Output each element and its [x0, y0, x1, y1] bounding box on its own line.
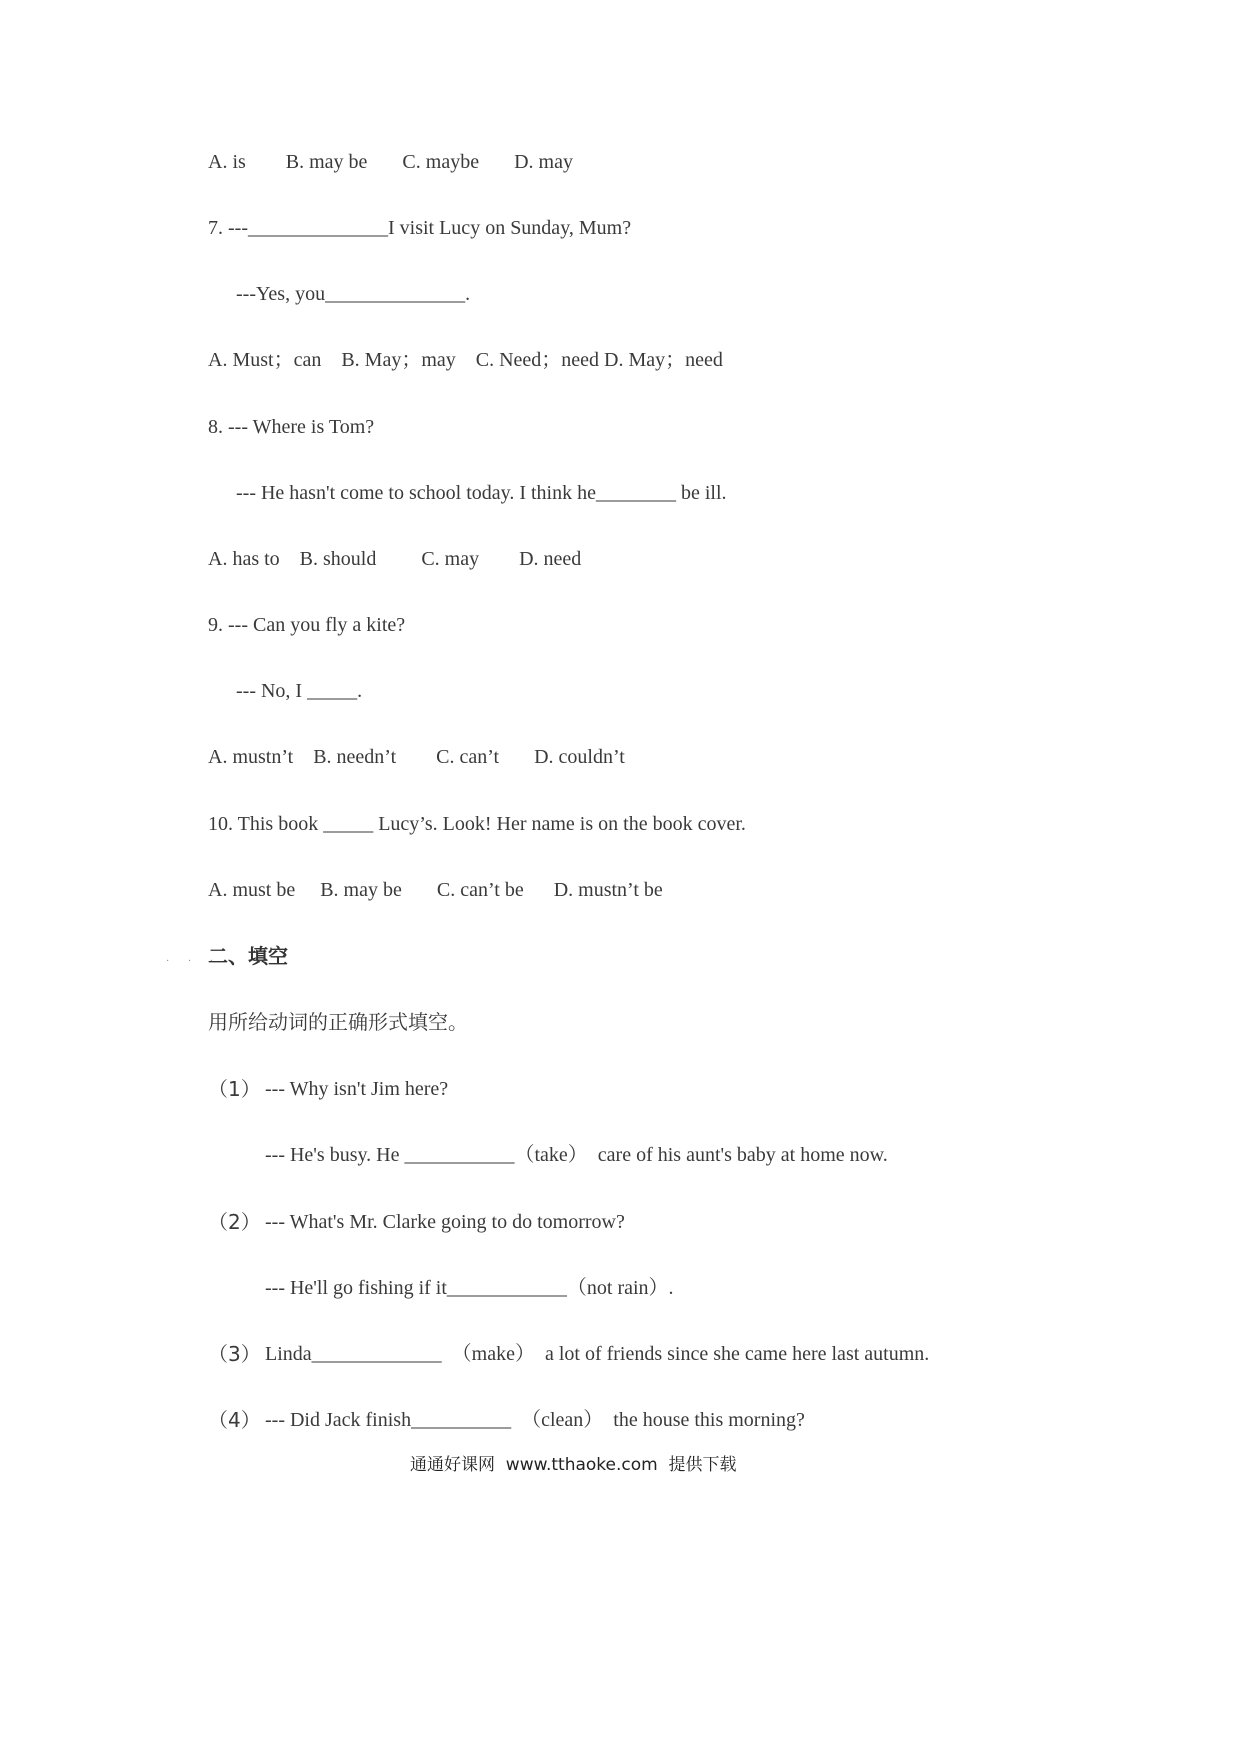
item-1-line1: --- Why isn't Jim here? — [265, 1078, 449, 1100]
q7-prompt: 7. ---______________I visit Lucy on Sunday, Mum? — [208, 217, 632, 239]
item-4-number: （4） — [208, 1408, 261, 1432]
item-3-number: （3） — [208, 1342, 261, 1366]
item-2-line2: --- He'll go fishing if it____________（not rain）. — [265, 1277, 674, 1299]
q7-reply: ---Yes, you______________. — [236, 283, 471, 305]
q9-options: A. mustn’t B. needn’t C. can’t D. couldn’t — [208, 746, 625, 768]
item-2-line1: --- What's Mr. Clarke going to do tomorrow? — [265, 1211, 625, 1233]
item-4-line1: --- Did Jack finish__________ （clean） the house this morning? — [265, 1409, 805, 1431]
q9-prompt: 9. --- Can you fly a kite? — [208, 614, 406, 636]
q7-options: A. Must；can B. May；may C. Need；need D. May；need — [208, 349, 723, 371]
q10-options: A. must be B. may be C. can’t be D. mustn’t be — [208, 879, 663, 901]
item-1-line2: --- He's busy. He ___________（take） care of his aunt's baby at home now. — [265, 1144, 888, 1166]
item-3-line1: Linda_____________ （make） a lot of friends since she came here last autumn. — [265, 1343, 930, 1365]
section-2-instruction: 用所给动词的正确形式填空。 — [208, 1010, 468, 1034]
footer-watermark: 通通好课网 www.tthaoke.com 提供下载 — [410, 1455, 737, 1475]
item-1-number: （1） — [208, 1077, 261, 1101]
q6-options: A. is B. may be C. maybe D. may — [208, 151, 573, 173]
q9-reply: --- No, I _____. — [236, 680, 363, 702]
margin-dots: · · · — [166, 956, 221, 967]
q8-prompt: 8. --- Where is Tom? — [208, 416, 375, 438]
section-2-heading: 二、填空 — [208, 944, 288, 968]
q8-reply: --- He hasn't come to school today. I think he________ be ill. — [236, 482, 727, 504]
q10-prompt: 10. This book _____ Lucy’s. Look! Her name is on the book cover. — [208, 813, 746, 835]
item-2-number: （2） — [208, 1210, 261, 1234]
q8-options: A. has to B. should C. may D. need — [208, 548, 582, 570]
